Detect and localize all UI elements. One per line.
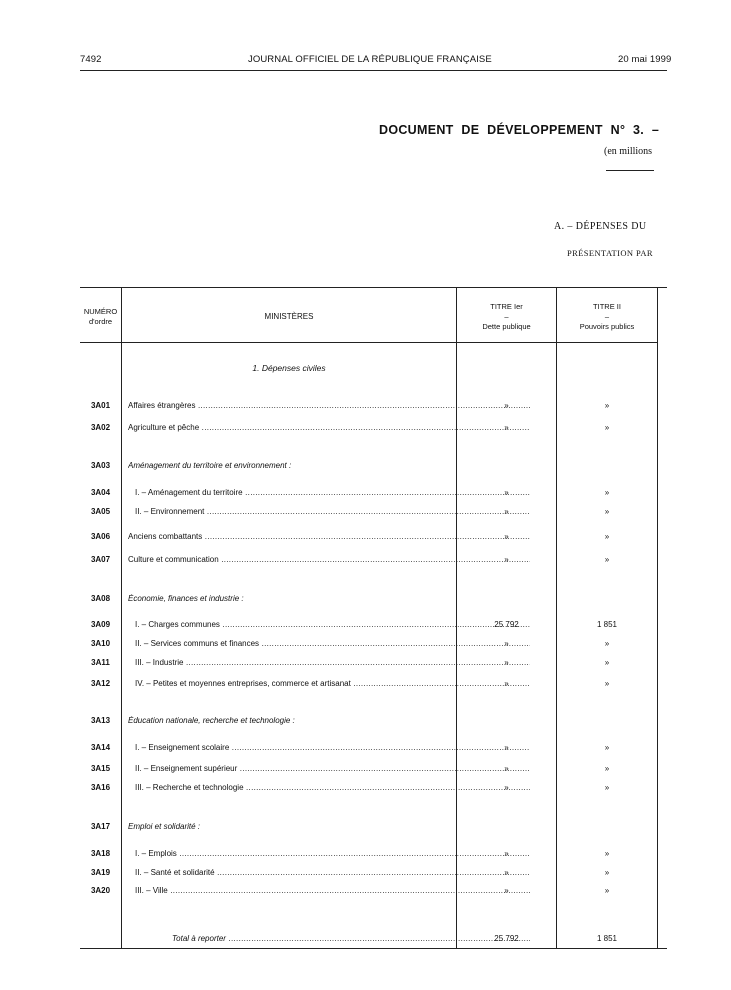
row-value-titre1: » xyxy=(504,401,509,410)
row-value-titre1: » xyxy=(504,764,509,773)
column-header-number-line1: NUMÉRO xyxy=(83,307,118,316)
header-rule xyxy=(80,70,667,71)
row-code: 3A20 xyxy=(90,886,111,895)
row-value-titre1: » xyxy=(504,658,509,667)
row-value-titre1: » xyxy=(504,532,509,541)
row-value-titre2: » xyxy=(604,555,610,564)
table-row xyxy=(80,886,657,898)
row-value-titre2: » xyxy=(604,849,610,858)
table-row xyxy=(80,620,657,632)
row-label: Culture et communication ..... xyxy=(128,555,530,564)
table-row xyxy=(80,532,657,544)
table-row xyxy=(80,743,657,755)
row-value-titre2: » xyxy=(604,423,610,432)
column-header-titre2-line1: TITRE II xyxy=(593,302,621,311)
row-value-titre1: » xyxy=(504,639,509,648)
table-row xyxy=(80,488,657,500)
table-row xyxy=(80,716,657,728)
table-row xyxy=(80,594,657,606)
column-header-titre1 xyxy=(457,302,556,332)
column-header-number-line2: d'ordre xyxy=(88,317,113,326)
row-label: II. – Environnement ..... xyxy=(135,507,530,516)
table-row xyxy=(80,868,657,880)
row-value-titre1: » xyxy=(504,423,509,432)
row-code: 3A14 xyxy=(90,743,111,752)
row-label: I. – Aménagement du territoire ..... xyxy=(135,488,530,497)
row-label: III. – Ville ..... xyxy=(135,886,530,895)
total-label: Total à reporter ..... xyxy=(172,934,530,943)
row-label: Éducation nationale, recherche et technologie : xyxy=(128,716,295,725)
column-header-titre2-line2: Pouvoirs publics xyxy=(579,322,635,331)
row-value-titre1: » xyxy=(504,783,509,792)
column-header-ministries: MINISTÈRES xyxy=(264,312,314,321)
table-row xyxy=(80,764,657,776)
row-label: I. – Emplois ..... xyxy=(135,849,530,858)
table-row xyxy=(80,639,657,651)
table-row xyxy=(80,555,657,567)
column-header-titre2-dash: – xyxy=(604,312,610,321)
row-code: 3A01 xyxy=(90,401,111,410)
column-header-number xyxy=(80,307,121,327)
row-label: Économie, finances et industrie : xyxy=(128,594,244,603)
table-row xyxy=(80,507,657,519)
column-header-titre1-dash: – xyxy=(504,312,509,321)
row-label: Affaires étrangères ..... xyxy=(128,401,530,410)
row-value-titre2: » xyxy=(604,783,610,792)
table-row xyxy=(80,822,657,834)
row-label: IV. – Petites et moyennes entreprises, commerce et artisanat ..... xyxy=(135,679,530,688)
row-code: 3A03 xyxy=(90,461,111,470)
row-label: III. – Recherche et technologie ..... xyxy=(135,783,530,792)
total-value-titre2: 1 851 xyxy=(596,934,618,943)
table-bottom-rule xyxy=(80,948,667,949)
row-value-titre2: » xyxy=(604,743,610,752)
row-code: 3A07 xyxy=(90,555,111,564)
row-value-titre2: 1 851 xyxy=(596,620,618,629)
row-code: 3A10 xyxy=(90,639,111,648)
row-value-titre2: » xyxy=(604,639,610,648)
row-code: 3A05 xyxy=(90,507,111,516)
row-value-titre1: » xyxy=(504,849,509,858)
row-label: II. – Enseignement supérieur ..... xyxy=(135,764,530,773)
table-row xyxy=(80,423,657,435)
unit-rule xyxy=(606,170,654,171)
row-value-titre2: » xyxy=(604,764,610,773)
column-header-titre1-line2: Dette publique xyxy=(482,322,531,331)
row-code: 3A08 xyxy=(90,594,111,603)
row-value-titre1: » xyxy=(504,488,509,497)
page-number: 7492 xyxy=(80,54,102,65)
row-code: 3A13 xyxy=(90,716,111,725)
row-value-titre2: » xyxy=(604,658,610,667)
section-title: A. – DÉPENSES DU xyxy=(554,221,647,232)
table-row xyxy=(80,401,657,413)
row-value-titre2: » xyxy=(604,868,610,877)
row-value-titre2: » xyxy=(604,532,610,541)
row-value-titre1: 25 792 xyxy=(494,620,519,629)
row-code: 3A09 xyxy=(90,620,111,629)
row-code: 3A02 xyxy=(90,423,111,432)
unit-note: (en millions xyxy=(604,146,653,157)
row-value-titre1: » xyxy=(504,868,509,877)
row-label: II. – Santé et solidarité ..... xyxy=(135,868,530,877)
row-value-titre2: » xyxy=(604,401,610,410)
row-code: 3A16 xyxy=(90,783,111,792)
row-value-titre2: » xyxy=(604,507,610,516)
row-label: Anciens combattants ..... xyxy=(128,532,530,541)
column-header-titre1-line1: TITRE Ier xyxy=(490,302,523,311)
document-title: DOCUMENT DE DÉVELOPPEMENT N° 3. – xyxy=(379,123,660,137)
table-top-rule xyxy=(80,287,667,288)
row-label: Emploi et solidarité : xyxy=(128,822,201,831)
journal-title: JOURNAL OFFICIEL DE LA RÉPUBLIQUE FRANÇAISE xyxy=(248,54,492,65)
row-label: Aménagement du territoire et environnement : xyxy=(128,461,292,470)
table-header-rule xyxy=(80,342,657,343)
row-value-titre2: » xyxy=(604,886,610,895)
row-code: 3A17 xyxy=(90,822,111,831)
row-label: I. – Enseignement scolaire ..... xyxy=(135,743,530,752)
row-code: 3A06 xyxy=(90,532,111,541)
row-value-titre2: » xyxy=(604,488,610,497)
row-label: III. – Industrie ..... xyxy=(135,658,530,667)
total-row xyxy=(80,934,657,946)
row-value-titre1: » xyxy=(504,555,509,564)
table-row xyxy=(80,783,657,795)
column-header-titre2 xyxy=(557,302,657,332)
row-value-titre1: » xyxy=(504,886,509,895)
column-divider xyxy=(657,287,658,948)
row-code: 3A12 xyxy=(90,679,111,688)
table-row xyxy=(80,658,657,670)
table-row xyxy=(80,849,657,861)
group-heading: 1. Dépenses civiles xyxy=(252,363,326,373)
publication-date: 20 mai 1999 xyxy=(618,54,672,65)
row-value-titre1: » xyxy=(504,679,509,688)
row-code: 3A11 xyxy=(91,658,110,667)
row-label: II. – Services communs et finances ..... xyxy=(135,639,530,648)
table-row xyxy=(80,461,657,473)
row-code: 3A18 xyxy=(90,849,111,858)
row-value-titre1: » xyxy=(504,743,509,752)
row-value-titre2: » xyxy=(604,679,610,688)
row-code: 3A19 xyxy=(90,868,111,877)
total-value-titre1: 25 792 xyxy=(494,934,519,943)
row-value-titre1: » xyxy=(504,507,509,516)
row-code: 3A15 xyxy=(90,764,111,773)
row-label: I. – Charges communes ..... xyxy=(135,620,530,629)
section-subtitle: PRÉSENTATION PAR xyxy=(567,248,653,258)
table-row xyxy=(80,679,657,691)
row-label: Agriculture et pêche ..... xyxy=(128,423,530,432)
row-code: 3A04 xyxy=(90,488,111,497)
